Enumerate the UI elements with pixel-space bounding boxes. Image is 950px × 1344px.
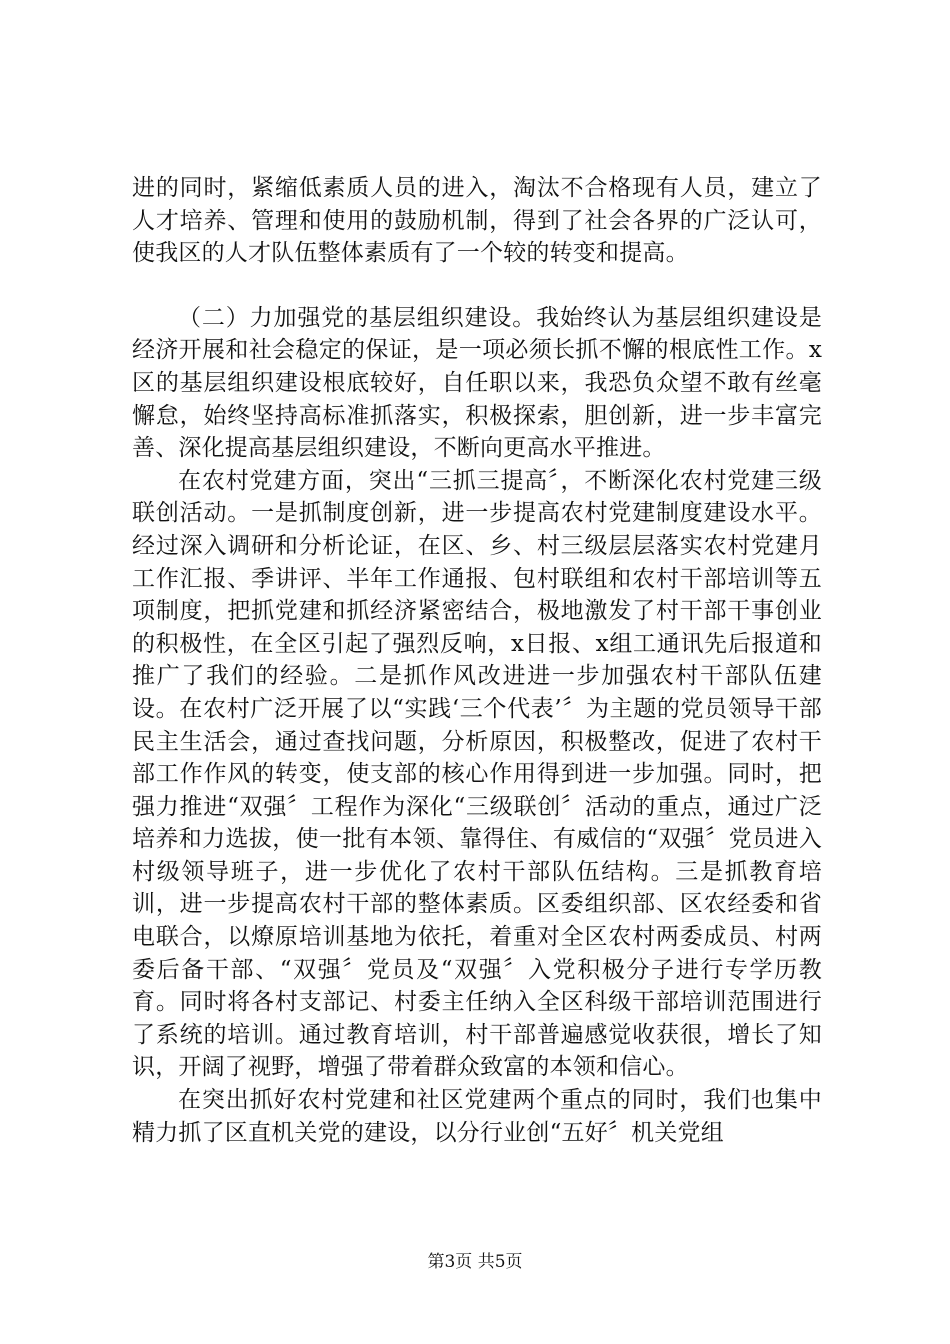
document-body <box>132 172 822 1149</box>
paragraph-talent-team: 进的同时，紧缩低素质人员的进入，淘汰不合格现有人员，建立了人才培养、管理和使用的鼓励机制，得到了社会各界的广泛认可，使我区的人才队伍整体素质有了一个较的转变和提高。 <box>132 175 822 267</box>
page-number-footer: 第3页 共5页 <box>427 1252 523 1272</box>
paragraph-rural-party-building: 在农村党建方面，突出“三抓三提高〞，不断深化农村党建三级联创活动。一是抓制度创新，进一步提高农村党建制度建设水平。经过深入调研和分析论证，在区、乡、村三级层层落实农村党建月工作汇报、季讲评、半年工作通报、包村联组和农村干部培训等五项制度，把抓党建和抓经济紧密结合，极地激发了村干部干事创业的积极性，在全区引起了强烈反响，x日报、x组工通讯先后报道和推广了我们的经验。二是抓作风改进进一步加强农村干部队伍建设。在农村广泛开展了以“实践‘三个代表’〞为主题的党员领导干部民主生活会，通过查找问题，分析原因，积极整改，促进了农村干部工作作风的转变，使支部的核心作用得到进一步加强。同时，把强力推进“双强〞工程作为深化“三级联创〞活动的重点，通过广泛培养和力选拔，使一批有本领、靠得住、有威信的“双强〞党员进入村级领导班子，进一步优化了农村干部队伍结构。三是抓教育培训，进一步提高农村干部的整体素质。区委组织部、区农经委和省电联合，以燎原培训基地为依托，着重对全区农村两委成员、村两委后备干部、“双强〞党员及“双强〞入党积极分子进行专学历教育。同时将各村支部记、村委主任纳入全区科级干部培训范围进行了系统的培训。通过教育培训，村干部普遍感觉收获很，增长了知识，开阔了视野，增强了带着群众致富的本领和信心。 <box>132 467 822 1081</box>
paragraph-gap <box>132 270 822 302</box>
paragraph-district-organs: 在突出抓好农村党建和社区党建两个重点的同时，我们也集中精力抓了区直机关党的建设，以分行业创“五好〞机关党组 <box>132 1087 822 1146</box>
paragraph-grassroots-organization: （二）力加强党的基层组织建设。我始终认为基层组织建设是经济开展和社会稳定的保证，是一项必须长抓不懈的根底性工作。x区的基层组织建设根底较好，自任职以来，我恐负众望不敢有丝毫懈怠，始终坚持高标准抓落实，积极探索，胆创新，进一步丰富完善、深化提高基层组织建设，不断向更高水平推进。 <box>132 304 822 462</box>
